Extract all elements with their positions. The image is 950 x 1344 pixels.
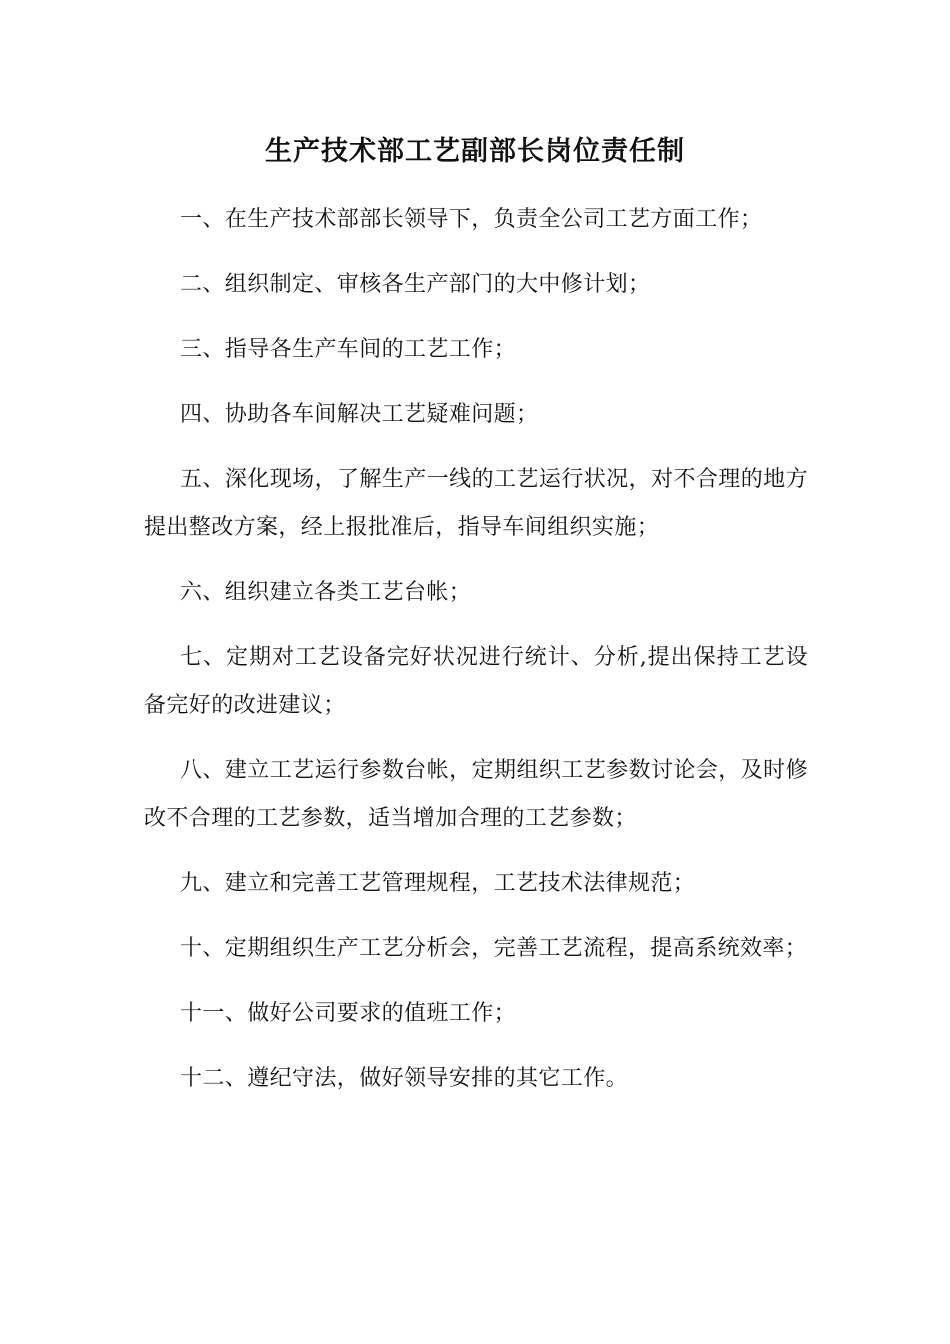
duty-item-9: 九、建立和完善工艺管理规程，工艺技术法律规范；: [180, 871, 696, 896]
duty-item-7: 七、定期对工艺设备完好状况进行统计、分析,提出保持工艺设备完好的改进建议；: [144, 645, 808, 718]
duty-item-8: 八、建立工艺运行参数台帐，定期组织工艺参数讨论会，及时修改不合理的工艺参数，适当增加合理的工艺参数；: [144, 758, 808, 831]
duty-item-11: 十一、做好公司要求的值班工作；: [180, 1001, 517, 1026]
duty-item-6: 六、组织建立各类工艺台帐；: [180, 580, 472, 605]
duty-item-3: 三、指导各生产车间的工艺工作；: [180, 337, 517, 362]
duty-item-1: 一、在生产技术部部长领导下，负责全公司工艺方面工作；: [180, 207, 763, 232]
document-title: 生产技术部工艺副部长岗位责任制: [265, 136, 685, 167]
document-body: [144, 196, 808, 1120]
duty-item-10: 十、定期组织生产工艺分析会，完善工艺流程，提高系统效率；: [180, 936, 808, 961]
duty-item-4: 四、协助各车间解决工艺疑难问题；: [180, 402, 539, 427]
duty-item-12: 十二、遵纪守法，做好领导安排的其它工作。: [180, 1066, 629, 1091]
duty-item-5: 五、深化现场，了解生产一线的工艺运行状况，对不合理的地方提出整改方案，经上报批准后，指导车间组织实施；: [144, 467, 808, 540]
duty-item-2: 二、组织制定、审核各生产部门的大中修计划；: [180, 272, 651, 297]
